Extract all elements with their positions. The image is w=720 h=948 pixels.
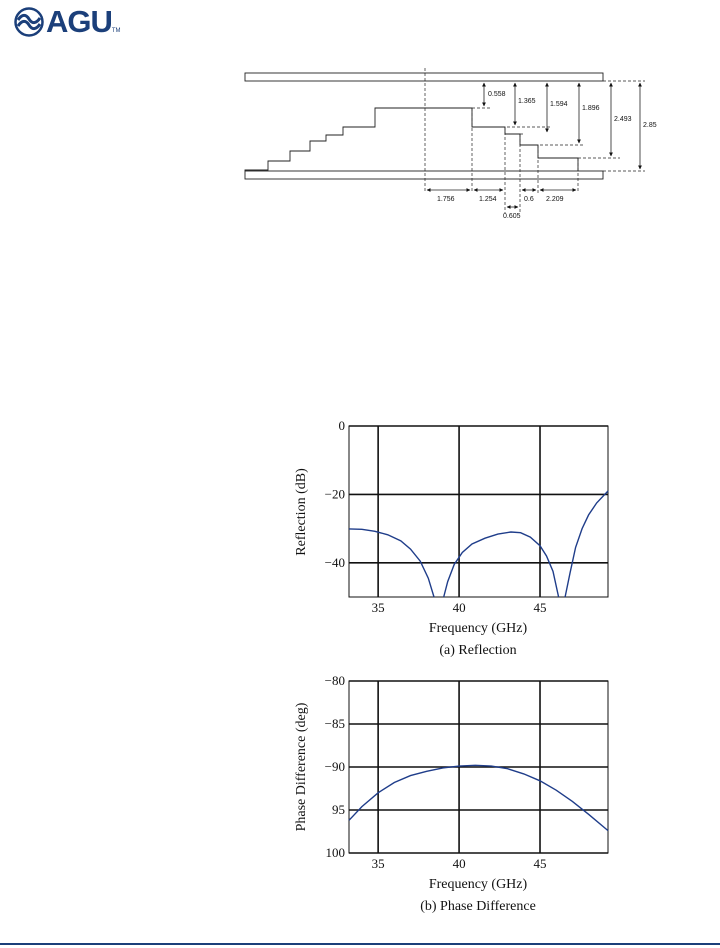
width-label: 2.209	[546, 196, 564, 203]
width-label: 0.605	[503, 213, 521, 220]
figure-caption: (b) Phase Difference	[420, 899, 536, 914]
x-axis-label: Frequency (GHz)	[428, 621, 528, 636]
y-tick-label: −40	[324, 554, 345, 570]
footer-rule	[0, 943, 720, 945]
width-label: 0.6	[524, 196, 534, 203]
y-tick-label: −80	[324, 673, 345, 688]
y-tick-label: −20	[324, 486, 345, 502]
height-label: 1.896	[582, 105, 600, 112]
trademark-mark: TM	[111, 28, 121, 34]
y-tick-label: −90	[324, 759, 345, 774]
x-tick-label: 45	[533, 856, 547, 871]
phase-difference-chart	[294, 673, 608, 914]
tick-labels	[325, 673, 547, 871]
y-tick-label: 0	[338, 418, 345, 433]
reflection-chart	[294, 418, 608, 658]
top-wall	[245, 73, 603, 81]
figure-caption: (a) Reflection	[439, 643, 517, 658]
agu-logo-text: AGU	[46, 4, 112, 39]
series-line	[349, 765, 608, 830]
grid-lines	[349, 426, 608, 597]
stepped-profile	[245, 108, 578, 171]
tick-labels	[325, 418, 547, 615]
x-tick-label: 45	[533, 600, 547, 615]
x-tick-label: 40	[452, 856, 466, 871]
width-label: 1.254	[479, 196, 497, 203]
grid-lines	[349, 681, 608, 853]
y-tick-label: 100	[325, 845, 345, 860]
y-axis-label: Phase Difference (deg)	[294, 702, 309, 832]
series-lines	[349, 491, 608, 597]
series-line	[565, 491, 608, 597]
series-line	[444, 532, 559, 597]
plot-area	[349, 426, 608, 597]
waveguide-structure-diagram	[245, 68, 645, 213]
x-axis-label: Frequency (GHz)	[428, 877, 528, 892]
y-tick-label: 95	[332, 802, 345, 817]
y-tick-label: −85	[324, 716, 345, 731]
x-tick-label: 35	[371, 856, 385, 871]
series-lines	[349, 765, 608, 830]
x-tick-label: 40	[452, 600, 466, 615]
width-label: 1.756	[437, 196, 455, 203]
height-label: 2.493	[614, 116, 632, 123]
bottom-wall	[245, 171, 603, 179]
height-label: 0.558	[488, 91, 506, 98]
height-label: 2.85	[643, 122, 657, 129]
y-axis-label: Reflection (dB)	[294, 468, 309, 556]
height-label: 1.594	[550, 101, 568, 108]
height-label: 1.365	[518, 98, 536, 105]
x-tick-label: 35	[371, 600, 385, 615]
